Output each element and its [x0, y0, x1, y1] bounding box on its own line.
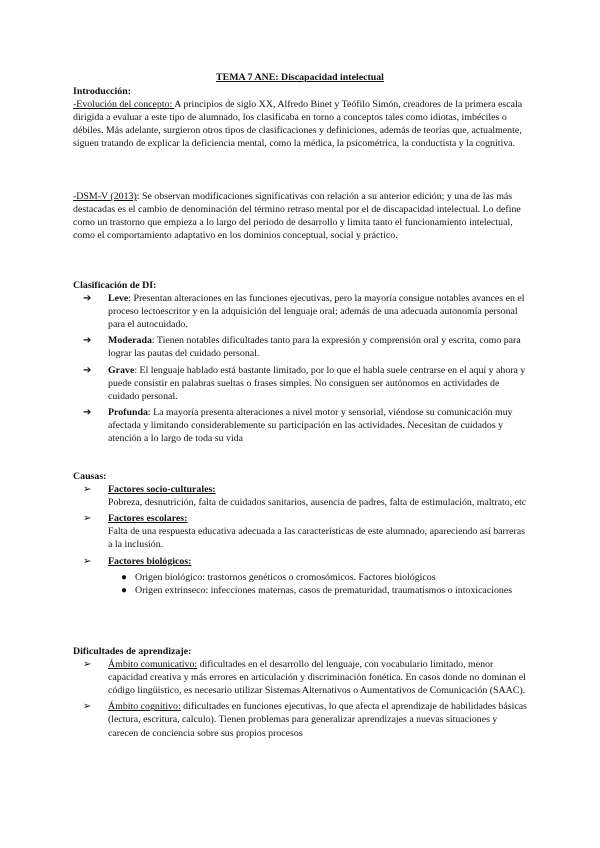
evolucion-text: A principios de siglo XX, Alfredo Binet y Teófilo Simón, creadores de la primera escala dirigida a evaluar a este tipo de alumnado, los clasificaba en torno a conceptos tales como idiotas, imbéciles o débiles. Más adelante, surgieron otros tipos de clasificaciones y definiciones, además de teorías que, actualmente, siguen tratando de explicar la deficiencia mental, como la médica, la psicométrica, la conductista y la cognitiva. [73, 99, 523, 150]
intro-section [73, 85, 527, 150]
biologico-text: Origen extrínseco: infecciones maternas, casos de prematuridad, traumatismos o intoxicaciones [135, 584, 513, 596]
list-item [73, 334, 527, 360]
list-item [73, 292, 527, 331]
arrowhead-icon: ➢ [83, 513, 92, 525]
clasificacion-term: Moderada [108, 335, 152, 347]
intro-evolucion-paragraph [73, 98, 527, 150]
clasificacion-term: Leve [108, 293, 129, 305]
causas-term: Factores biológicos: [108, 555, 192, 567]
causas-heading: Causas: [73, 471, 107, 482]
list-item [73, 584, 527, 597]
list-item [73, 512, 527, 551]
causas-text: Pobreza, desnutrición, falta de cuidados sanitarios, ausencia de padres, falta de estimulación, maltrato, etc [108, 497, 527, 509]
list-item [73, 406, 527, 445]
clasificacion-heading: Clasificación de DI: [73, 280, 157, 291]
arrow-icon: ➔ [83, 335, 92, 347]
causas-term: Factores escolares: [108, 513, 188, 525]
clasificacion-text: : Presentan alteraciones en las funciones ejecutivas, pero la mayoría consigue notables avances en el proceso lectoescritor y en la adquisición del lenguaje oral; además de una adecuada autonomía personal para el autocuidado. [108, 293, 525, 331]
arrow-icon: ➔ [83, 293, 92, 305]
list-item [73, 700, 527, 739]
arrow-icon: ➔ [83, 406, 92, 418]
causas-text: Falta de una respuesta educativa adecuada a las características de este alumnado, apareciendo así barreras a la inclusión. [108, 526, 526, 551]
clasificacion-text: : La mayoría presenta alteraciones a nivel motor y sensorial, viéndose su comunicación muy afectada y limitando considerablemente su participación en las actividades. Necesitan de cuidados y atención a lo largo de toda su vida [108, 406, 513, 445]
clasificacion-section [73, 279, 527, 448]
clasificacion-text: : Tienen notables dificultades tanto para la expresión y comprensión oral y escrita, como para lograr las pautas del cuidado personal. [108, 335, 521, 360]
dsm-label: -DSM-V (2013) [73, 191, 137, 202]
arrowhead-icon: ➢ [83, 659, 92, 671]
dificultades-text: dificultades en el desarrollo del lenguaje, con vocabulario limitado, menor capacidad creativa y más errores en articulación y discriminación fonética. En casos donde no dominan el código lingüístico, es necesario utilizar Sistemas Alternativos o Aumentativos de Comunicación (SAAC). [108, 659, 526, 697]
dificultades-list [73, 658, 527, 740]
clasificacion-list [73, 292, 527, 445]
dificultades-text: dificultades en funciones ejecutivas, lo que afecta el aprendizaje de habilidades básicas (lectura, escritura, calculo). Tienen problemas para generalizar aprendizajes a nuevas situaciones y carecen de conciencia sobre sus propios procesos [108, 701, 527, 739]
list-item [73, 658, 527, 697]
arrowhead-icon: ➢ [83, 701, 92, 713]
list-item [73, 364, 527, 403]
bullet-icon: ● [121, 584, 127, 596]
list-item [73, 483, 527, 509]
clasificacion-term: Profunda [108, 406, 148, 418]
intro-heading: Introducción: [73, 86, 131, 97]
clasificacion-text: : El lenguaje hablado está bastante limitado, por lo que el habla suele centrarse en el aquí y ahora y puede consistir en palabras sueltas o frases simples. No consiguen ser autónomos en actividades de cuidado personal. [108, 364, 526, 402]
dsm-section [73, 190, 527, 242]
arrowhead-icon: ➢ [83, 555, 92, 567]
evolucion-label: -Evolución del concepto: [73, 99, 175, 111]
bullet-icon: ● [121, 571, 127, 583]
causas-list [73, 483, 527, 568]
dsm-text: : Se observan modificaciones significativas con relación a su anterior edición; y una de las más destacadas es el cambio de denominación del término retraso mental por el de discapacidad intelectual. Lo define como un trastorno que empieza a lo largo del periodo de desarrollo y limita tanto el funcionamiento intelectual, como el comportamiento adaptativo en los dominios conceptual, social y práctico. [73, 191, 521, 242]
dificultades-section [73, 645, 527, 743]
intro-dsm-paragraph [73, 190, 527, 242]
causas-section [73, 470, 527, 597]
biologicos-list [73, 571, 527, 597]
causas-term: Factores socio-culturales: [108, 484, 216, 496]
list-item [73, 555, 527, 568]
document-title: TEMA 7 ANE: Discapacidad intelectual [216, 72, 384, 83]
list-item [73, 571, 527, 584]
arrowhead-icon: ➢ [83, 484, 92, 496]
dificultades-term: Ámbito cognitivo: [108, 701, 181, 713]
dificultades-heading: Dificultades de aprendizaje: [73, 646, 192, 657]
dificultades-term: Ámbito comunicativo: [108, 659, 198, 671]
clasificacion-term: Grave [108, 364, 135, 376]
arrow-icon: ➔ [83, 364, 92, 376]
biologico-text: Origen biológico: trastornos genéticos o cromosómicos. Factores biológicos [135, 571, 436, 583]
